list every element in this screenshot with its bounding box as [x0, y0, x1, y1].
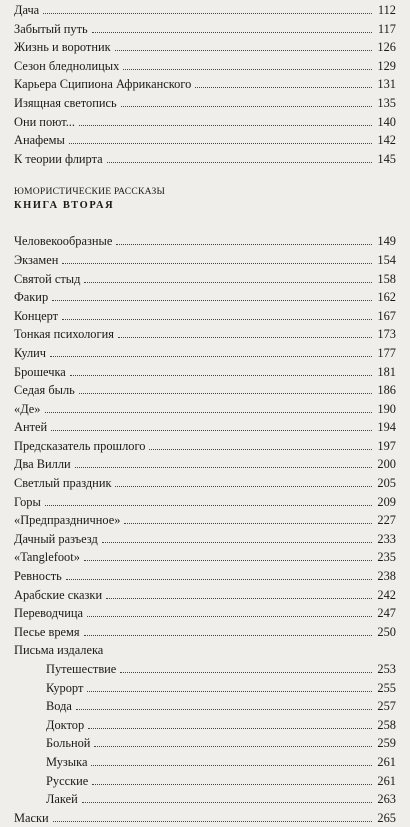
toc-entry-title: Два Вилли: [14, 457, 71, 472]
toc-entry-title: Путешествие: [46, 662, 117, 676]
dot-leader: [87, 691, 372, 692]
toc-entry: [14, 437, 396, 456]
toc-entry-title: Лакей: [46, 792, 78, 807]
toc-entry: [14, 307, 396, 326]
toc-entry-title: Концерт: [14, 308, 59, 323]
toc-entry-title: Забытый путь: [14, 21, 88, 36]
section-title: ЮМОРИСТИЧЕСКИЕ РАССКАЗЫ: [14, 186, 166, 198]
toc-entry-page-number: 255: [377, 680, 396, 695]
toc-entry: [14, 623, 396, 642]
toc-entry-page-number: 142: [377, 133, 396, 148]
dot-leader: [79, 125, 372, 126]
toc-entry-page-number: 259: [377, 736, 396, 751]
toc-entry-title: Вода: [46, 699, 72, 714]
toc-entry-title: Дачный разъезд: [14, 531, 98, 546]
toc-entry-page-number: 186: [377, 383, 396, 398]
dot-leader: [62, 263, 372, 264]
toc-entry-page-number: 194: [377, 420, 396, 435]
toc-entry-page-number: 250: [377, 624, 396, 639]
toc-entry: [14, 325, 396, 344]
toc-entry: [14, 809, 396, 827]
toc-entry-title: Изящная светопись: [14, 95, 117, 110]
dot-leader: [91, 765, 372, 766]
book-title: КНИГА ВТОРАЯ: [14, 200, 115, 212]
dot-leader: [82, 802, 372, 803]
dot-leader: [43, 13, 372, 14]
toc-entry-title: Маски: [14, 810, 49, 825]
toc-entry-page-number: 247: [377, 606, 396, 621]
dot-leader: [51, 430, 372, 431]
toc-entry-title: Экзамен: [14, 252, 59, 267]
dot-leader: [94, 746, 372, 747]
dot-leader: [45, 505, 372, 506]
toc-entry-page-number: 205: [377, 476, 396, 491]
toc-entry-page-number: 173: [377, 327, 396, 342]
dot-leader: [123, 69, 372, 70]
toc-entry-page-number: 112: [377, 3, 396, 17]
toc-entry-title: Карьера Сципиона Африканского: [14, 77, 192, 92]
toc-entry-title: Курорт: [46, 680, 84, 695]
toc-entry: [14, 150, 396, 169]
toc-entry-page-number: 258: [377, 717, 396, 732]
toc-list-top: [14, 0, 396, 168]
dot-leader: [87, 616, 372, 617]
dot-leader: [102, 542, 372, 543]
toc-entry-title: Седая быль: [14, 383, 75, 398]
toc-entry-title: Брошечка: [14, 364, 66, 379]
toc-entry-title: Святой стыд: [14, 271, 81, 286]
toc-entry-title: «Tanglefoot»: [14, 550, 80, 565]
toc-entry: [14, 400, 396, 419]
toc-entry: [14, 113, 396, 132]
toc-entry-page-number: 253: [377, 662, 396, 676]
toc-entry-page-number: 257: [377, 699, 396, 714]
toc-entry-page-number: 140: [377, 114, 396, 129]
toc-entry-title: Сезон бледнолицых: [14, 58, 120, 73]
toc-list-main: [14, 232, 396, 827]
toc-entry-title: Они поют...: [14, 114, 76, 129]
toc-entry-title: Жизнь и воротник: [14, 40, 111, 55]
toc-entry: [14, 772, 396, 791]
toc-entry-title: Русские: [46, 773, 89, 788]
toc-entry: [14, 530, 396, 549]
toc-entry: [14, 381, 396, 400]
toc-entry-title: Предсказатель прошлого: [14, 438, 146, 453]
toc-entry-title: К теории флирта: [14, 151, 103, 166]
dot-leader: [76, 709, 372, 710]
dot-leader: [118, 337, 372, 338]
dot-leader: [75, 467, 372, 468]
toc-entry-page-number: 135: [377, 95, 396, 110]
toc-entry-title: Переводчица: [14, 606, 84, 621]
toc-entry-page-number: 261: [377, 773, 396, 788]
toc-entry: [14, 1, 396, 20]
toc-entry-title: Антей: [14, 420, 48, 435]
toc-entry: [14, 716, 396, 735]
toc-entry-page-number: 154: [377, 252, 396, 267]
toc-entry: [14, 586, 396, 605]
toc-entry: [14, 131, 396, 150]
dot-leader: [92, 32, 372, 33]
toc-entry-page-number: 233: [377, 531, 396, 546]
toc-entry: [14, 455, 396, 474]
dot-leader: [84, 635, 372, 636]
toc-entry-page-number: 162: [377, 290, 396, 305]
toc-entry: [14, 548, 396, 567]
toc-entry-page-number: 261: [377, 754, 396, 769]
toc-entry-page-number: 149: [377, 234, 396, 249]
toc-entry-title: Анафемы: [14, 133, 65, 148]
toc-entry: [14, 38, 396, 57]
toc-entry: [14, 418, 396, 437]
toc-entry-page-number: 238: [377, 569, 396, 584]
dot-leader: [107, 162, 372, 163]
dot-leader: [121, 106, 372, 107]
toc-entry: [14, 270, 396, 289]
toc-entry: [14, 753, 396, 772]
toc-entry-page-number: 197: [377, 438, 396, 453]
toc-entry: [14, 94, 396, 113]
dot-leader: [149, 449, 372, 450]
dot-leader: [120, 672, 372, 673]
dot-leader: [195, 87, 372, 88]
toc-entry: [14, 660, 396, 679]
toc-entry-page-number: 117: [377, 21, 396, 36]
toc-entry-page-number: 209: [377, 494, 396, 509]
toc-entry: [14, 641, 396, 660]
dot-leader: [66, 579, 372, 580]
dot-leader: [115, 50, 372, 51]
dot-leader: [116, 244, 372, 245]
toc-entry: [14, 232, 396, 251]
toc-entry: [14, 604, 396, 623]
toc-entry-page-number: 131: [377, 77, 396, 92]
toc-entry-page-number: 167: [377, 308, 396, 323]
dot-leader: [124, 523, 372, 524]
toc-entry-title: Письма издалека: [14, 643, 104, 658]
toc-entry-title: Человекообразные: [14, 234, 113, 249]
toc-entry: [14, 679, 396, 698]
toc-entry: [14, 474, 396, 493]
toc-entry-page-number: 190: [377, 401, 396, 416]
toc-entry-title: «Де»: [14, 401, 41, 416]
toc-entry-page-number: 129: [377, 58, 396, 73]
toc-entry-title: Песье время: [14, 624, 80, 639]
dot-leader: [84, 560, 372, 561]
dot-leader: [62, 319, 372, 320]
toc-entry: [14, 790, 396, 809]
toc-entry-title: Кулич: [14, 345, 47, 360]
toc-entry-title: Светлый праздник: [14, 476, 112, 491]
toc-entry-title: Горы: [14, 494, 41, 509]
toc-entry-title: Арабские сказки: [14, 587, 103, 602]
toc-entry: [14, 567, 396, 586]
toc-entry-page-number: 126: [377, 40, 396, 55]
dot-leader: [70, 375, 372, 376]
toc-entry-page-number: 177: [377, 345, 396, 360]
toc-entry-page-number: 242: [377, 587, 396, 602]
section-heading-block: [14, 185, 396, 213]
toc-entry: [14, 511, 396, 530]
toc-entry: [14, 288, 396, 307]
toc-entry-title: Ревность: [14, 569, 62, 584]
dot-leader: [45, 412, 373, 413]
toc-entry: [14, 75, 396, 94]
toc-entry-title: Факир: [14, 290, 49, 305]
toc-entry-title: Доктор: [46, 717, 85, 732]
dot-leader: [106, 598, 372, 599]
dot-leader: [79, 393, 372, 394]
toc-entry-page-number: 200: [377, 457, 396, 472]
dot-leader: [115, 486, 372, 487]
dot-leader: [52, 300, 372, 301]
toc-entry: [14, 363, 396, 382]
toc-entry-page-number: 158: [377, 271, 396, 286]
toc-entry-page-number: 263: [377, 792, 396, 807]
dot-leader: [92, 784, 372, 785]
toc-entry: [14, 344, 396, 363]
toc-entry-page-number: 227: [377, 513, 396, 528]
toc-entry-title: Дача: [14, 3, 40, 17]
toc-entry-title: Музыка: [46, 754, 88, 769]
dot-leader: [53, 821, 372, 822]
toc-entry: [14, 57, 396, 76]
dot-leader: [50, 356, 372, 357]
toc-entry-page-number: 145: [377, 151, 396, 166]
toc-entry: [14, 251, 396, 270]
toc-entry-title: «Предпраздничное»: [14, 513, 121, 528]
toc-entry: [14, 493, 396, 512]
dot-leader: [88, 728, 372, 729]
toc-entry-page-number: 265: [377, 810, 396, 825]
dot-leader: [84, 282, 372, 283]
toc-entry-page-number: 235: [377, 550, 396, 565]
toc-entry-title: Больной: [46, 736, 91, 751]
toc-entry-title: Тонкая психология: [14, 327, 114, 342]
toc-entry-page-number: 181: [377, 364, 396, 379]
dot-leader: [69, 143, 372, 144]
toc-entry: [14, 20, 396, 39]
toc-entry: [14, 734, 396, 753]
